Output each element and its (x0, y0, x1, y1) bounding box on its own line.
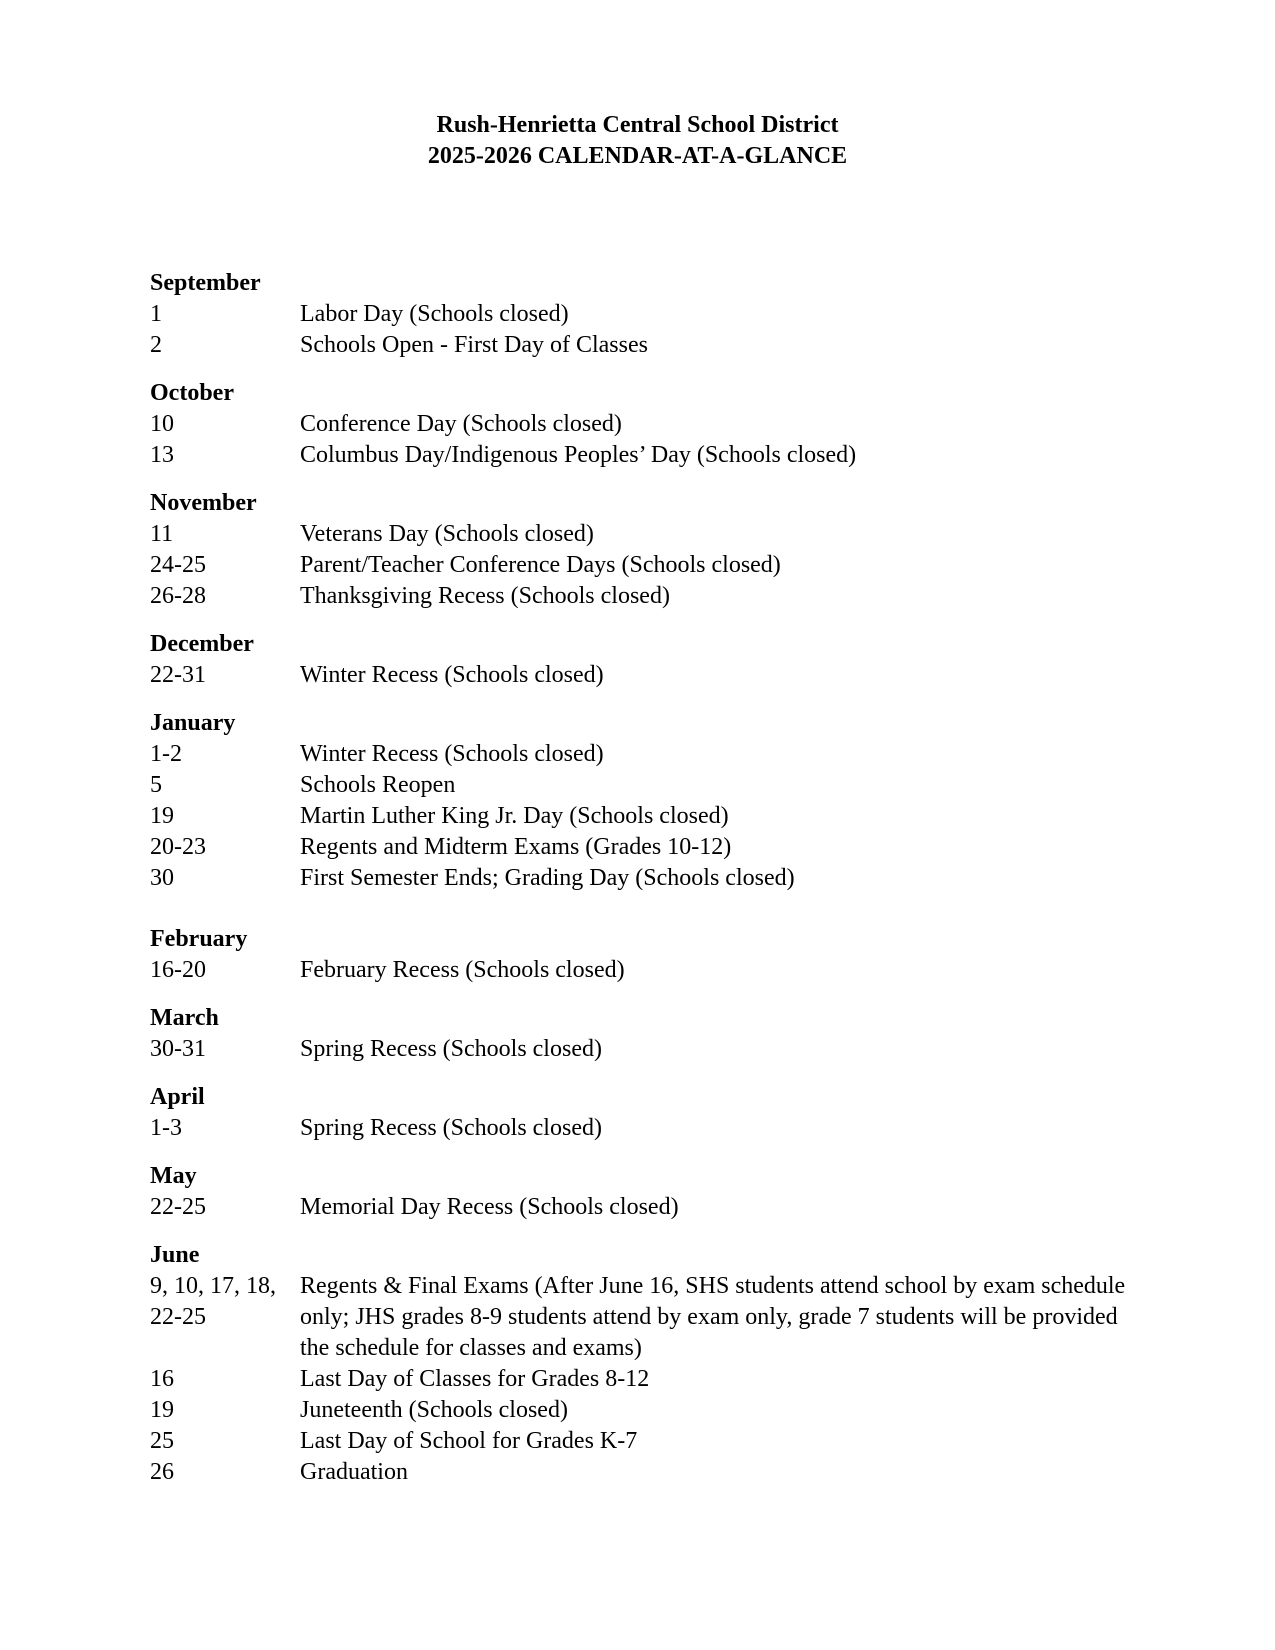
calendar-entry (150, 660, 1150, 691)
entry-description: Regents and Midterm Exams (Grades 10-12) (300, 834, 732, 860)
entry-description: Conference Day (Schools closed) (300, 411, 622, 437)
calendar-entry (150, 955, 1150, 986)
month-section-june (150, 1240, 1150, 1488)
calendar-entry (150, 801, 1150, 832)
month-section-april (150, 1082, 1150, 1144)
calendar-entry (150, 1192, 1150, 1223)
entry-description: Memorial Day Recess (Schools closed) (300, 1194, 679, 1220)
entry-description: Last Day of Classes for Grades 8-12 (300, 1366, 650, 1392)
entry-description: Thanksgiving Recess (Schools closed) (300, 583, 670, 609)
calendar-entry (150, 739, 1150, 770)
calendar-entry (150, 550, 1150, 581)
calendar-entry (150, 1034, 1150, 1065)
entry-description: Columbus Day/Indigenous Peoples’ Day (Schools closed) (300, 442, 857, 468)
entry-description: Labor Day (Schools closed) (300, 301, 569, 327)
entry-date: 16 (150, 1366, 174, 1392)
calendar-entry (150, 581, 1150, 612)
calendar-entry (150, 409, 1150, 440)
entry-description: Spring Recess (Schools closed) (300, 1115, 602, 1141)
entry-description: Last Day of School for Grades K-7 (300, 1428, 638, 1454)
entry-date: 30-31 (150, 1036, 206, 1062)
calendar-entry (150, 1364, 1150, 1395)
calendar-title: 2025-2026 CALENDAR-AT-A-GLANCE (427, 143, 848, 169)
entry-description: Regents & Final Exams (After June 16, SHS students attend school by exam schedule only; JHS grades 8-9 students attend by exam only, grade 7 students will be provided the schedule for classes and exams) (300, 1273, 1126, 1361)
calendar-entry (150, 1457, 1150, 1488)
calendar-entry (150, 863, 1150, 894)
month-heading: October (150, 380, 234, 406)
month-section-december (150, 629, 1150, 691)
entry-date: 2 (150, 332, 162, 358)
calendar-entry (150, 330, 1150, 361)
month-section-september (150, 268, 1150, 361)
entry-description: February Recess (Schools closed) (300, 957, 625, 983)
entry-date: 20-23 (150, 834, 206, 860)
district-name: Rush-Henrietta Central School District (436, 112, 839, 138)
entry-date: 16-20 (150, 957, 206, 983)
entry-date: 11 (150, 521, 174, 547)
entry-description: Juneteenth (Schools closed) (300, 1397, 568, 1423)
entry-date: 30 (150, 865, 174, 891)
month-heading: April (150, 1084, 205, 1110)
entry-date: 1-3 (150, 1115, 182, 1141)
entry-description: First Semester Ends; Grading Day (Schools closed) (300, 865, 795, 891)
entry-date: 24-25 (150, 552, 206, 578)
calendar-entry (150, 1113, 1150, 1144)
entry-date: 9, 10, 17, 18, 22-25 (150, 1273, 276, 1330)
calendar-entry (150, 770, 1150, 801)
entry-date: 10 (150, 411, 174, 437)
month-heading: June (150, 1242, 200, 1268)
calendar-entry (150, 519, 1150, 550)
entry-description: Veterans Day (Schools closed) (300, 521, 594, 547)
month-heading: December (150, 631, 254, 657)
entry-description: Martin Luther King Jr. Day (Schools closed) (300, 803, 729, 829)
entry-description: Graduation (300, 1459, 408, 1485)
entry-description: Schools Reopen (300, 772, 456, 798)
entry-description: Schools Open - First Day of Classes (300, 332, 648, 358)
entry-date: 22-31 (150, 662, 206, 688)
month-section-october (150, 378, 1150, 471)
month-section-january (150, 708, 1150, 894)
entry-description: Parent/Teacher Conference Days (Schools closed) (300, 552, 781, 578)
entry-date: 22-25 (150, 1194, 206, 1220)
entry-date: 26 (150, 1459, 174, 1485)
calendar-entry (150, 299, 1150, 330)
month-heading: November (150, 490, 257, 516)
entry-description: Winter Recess (Schools closed) (300, 662, 604, 688)
entry-date: 5 (150, 772, 162, 798)
month-section-may (150, 1161, 1150, 1223)
calendar-entry (150, 1395, 1150, 1426)
month-section-november (150, 488, 1150, 612)
month-heading: May (150, 1163, 197, 1189)
entry-date: 1-2 (150, 741, 182, 767)
entry-description: Winter Recess (Schools closed) (300, 741, 604, 767)
entry-date: 13 (150, 442, 174, 468)
document-header (0, 110, 1275, 172)
calendar-entry (150, 1271, 1150, 1364)
entry-date: 26-28 (150, 583, 206, 609)
entry-date: 1 (150, 301, 162, 327)
entry-description: Spring Recess (Schools closed) (300, 1036, 602, 1062)
month-section-february (150, 924, 1150, 986)
entry-date: 25 (150, 1428, 174, 1454)
calendar-entry (150, 832, 1150, 863)
month-heading: March (150, 1005, 219, 1031)
calendar-list (150, 268, 1150, 1505)
month-section-march (150, 1003, 1150, 1065)
month-heading: February (150, 926, 248, 952)
entry-date: 19 (150, 803, 174, 829)
calendar-entry (150, 1426, 1150, 1457)
entry-date: 19 (150, 1397, 174, 1423)
month-heading: January (150, 710, 236, 736)
month-heading: September (150, 270, 261, 296)
calendar-entry (150, 440, 1150, 471)
